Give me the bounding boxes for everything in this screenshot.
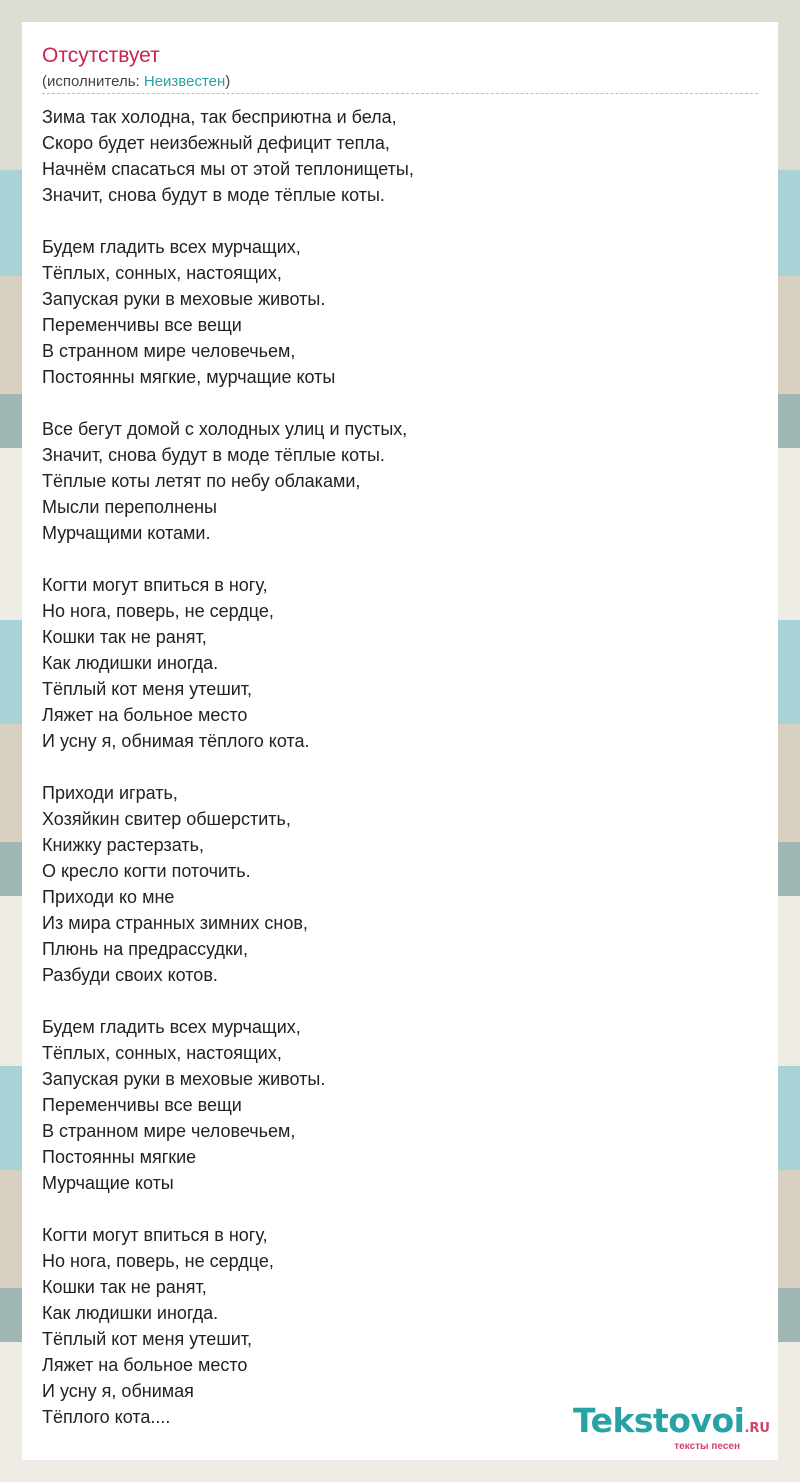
lyric-line: Будем гладить всех мурчащих, <box>42 237 301 257</box>
verse-gap <box>42 208 742 234</box>
site-logo[interactable] <box>572 1401 770 1452</box>
lyric-line: Запуская руки в меховые животы. <box>42 289 326 309</box>
verse-gap <box>42 1196 742 1222</box>
lyric-line: Мурчащие коты <box>42 1173 174 1193</box>
lyric-line: Но нога, поверь, не сердце, <box>42 1251 274 1271</box>
lyric-line: Когти могут впиться в ногу, <box>42 575 268 595</box>
lyric-line: Скоро будет неизбежный дефицит тепла, <box>42 133 390 153</box>
lyrics-card <box>22 22 778 1460</box>
logo-name: Tekstovoi <box>572 1401 745 1440</box>
lyric-line: И усну я, обнимая тёплого кота. <box>42 731 310 751</box>
lyric-line: Книжку растерзать, <box>42 835 204 855</box>
lyric-line: Мысли переполнены <box>42 497 217 517</box>
lyric-line: Но нога, поверь, не сердце, <box>42 601 274 621</box>
lyric-line: Кошки так не ранят, <box>42 627 207 647</box>
lyric-line: Тёплый кот меня утешит, <box>42 1329 253 1349</box>
lyric-line: О кресло когти поточить. <box>42 861 251 881</box>
lyric-line: Мурчащими котами. <box>42 523 211 543</box>
lyric-line: Зима так холодна, так бесприютна и бела, <box>42 107 397 127</box>
lyric-line: Тёплые коты летят по небу облаками, <box>42 471 361 491</box>
lyric-line: Хозяйкин свитер обшерстить, <box>42 809 291 829</box>
logo-tagline: тексты песен <box>674 1441 740 1452</box>
verse-gap <box>42 988 742 1014</box>
lyric-line: Приходи играть, <box>42 783 178 803</box>
lyric-line: Ляжет на больное место <box>42 1355 248 1375</box>
lyric-line: И усну я, обнимая <box>42 1381 194 1401</box>
lyric-line: Плюнь на предрассудки, <box>42 939 248 959</box>
lyric-line: Все бегут домой с холодных улиц и пустых, <box>42 419 408 439</box>
lyric-line: Как людишки иногда. <box>42 1303 219 1323</box>
lyric-line: Разбуди своих котов. <box>42 965 218 985</box>
lyric-line: Значит, снова будут в моде тёплые коты. <box>42 445 385 465</box>
lyric-line: Кошки так не ранят, <box>42 1277 207 1297</box>
lyric-line: Запуская руки в меховые животы. <box>42 1069 326 1089</box>
lyric-line: Из мира странных зимних снов, <box>42 913 308 933</box>
verse-gap <box>42 546 742 572</box>
lyric-line: Как людишки иногда. <box>42 653 219 673</box>
lyrics-text <box>42 104 742 1430</box>
lyric-line: Тёплых, сонных, настоящих, <box>42 1043 282 1063</box>
lyric-line: Тёплых, сонных, настоящих, <box>42 263 282 283</box>
lyric-line: Постоянны мягкие <box>42 1147 197 1167</box>
logo-tld: .RU <box>744 1421 770 1436</box>
lyric-line: Переменчивы все вещи <box>42 315 242 335</box>
lyric-line: В странном мире человечьем, <box>42 341 296 361</box>
lyric-line: В странном мире человечьем, <box>42 1121 296 1141</box>
lyric-line: Начнём спасаться мы от этой теплонищеты, <box>42 159 414 179</box>
lyric-line: Тёплый кот меня утешит, <box>42 679 253 699</box>
artist-link[interactable]: Неизвестен <box>143 73 226 90</box>
lyric-line: Приходи ко мне <box>42 887 175 907</box>
lyric-line: Тёплого кота.... <box>42 1407 171 1427</box>
title-divider <box>42 93 758 94</box>
verse-gap <box>42 390 742 416</box>
verse-gap <box>42 754 742 780</box>
song-title: Отсутствует <box>42 44 160 67</box>
song-meta <box>42 73 230 91</box>
meta-prefix: (исполнитель: <box>42 73 144 90</box>
lyric-line: Постоянны мягкие, мурчащие коты <box>42 367 336 387</box>
lyric-line: Будем гладить всех мурчащих, <box>42 1017 301 1037</box>
lyric-line: Значит, снова будут в моде тёплые коты. <box>42 185 385 205</box>
lyric-line: Переменчивы все вещи <box>42 1095 242 1115</box>
lyric-line: Когти могут впиться в ногу, <box>42 1225 268 1245</box>
lyric-line: Ляжет на больное место <box>42 705 248 725</box>
meta-suffix: ) <box>225 73 231 90</box>
